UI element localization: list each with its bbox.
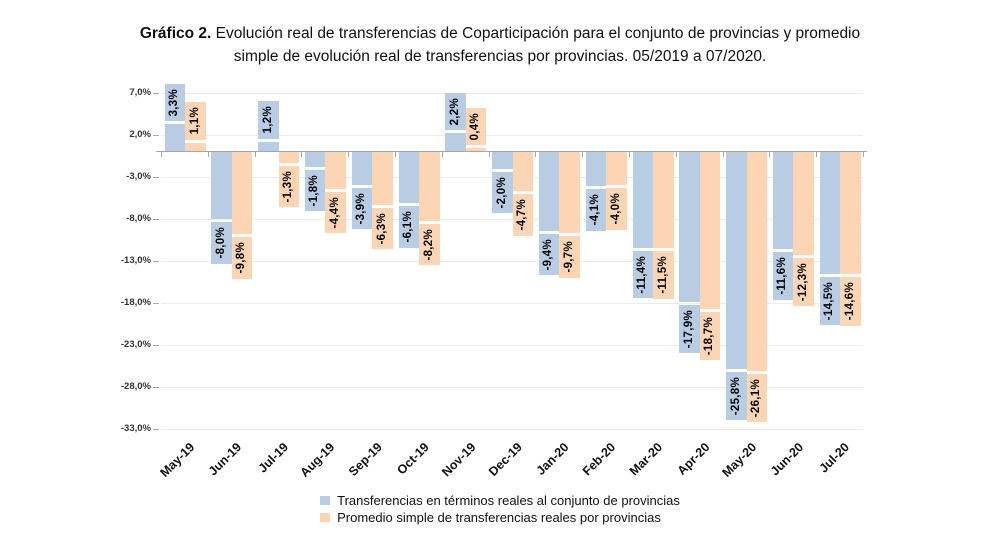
gridline	[161, 93, 863, 94]
bar-conjunto-Mar-20	[633, 152, 654, 248]
bar-conjunto-Dec-19	[492, 152, 513, 169]
x-axis-tick	[863, 152, 864, 157]
x-axis-tick	[208, 152, 209, 157]
bar-label-conjunto-Oct-19	[399, 206, 420, 248]
bar-label-promedio-Feb-20	[606, 188, 627, 230]
bar-label-conjunto-Feb-20	[586, 189, 607, 231]
x-axis-tick	[348, 152, 349, 157]
y-axis-tick-label: -3,0%	[126, 171, 151, 182]
bar-promedio-May-20	[747, 152, 768, 371]
bar-label-conjunto-Mar-20	[633, 251, 654, 299]
y-axis-tick	[153, 429, 159, 430]
x-axis-label-Aug-19: Aug-19	[297, 440, 338, 480]
bar-label-conjunto-Jul-19	[258, 101, 279, 138]
bar-label-promedio-Aug-19	[325, 192, 346, 234]
bar-label-text: -26,1%	[750, 379, 763, 418]
bar-label-conjunto-Sep-19	[352, 188, 373, 230]
x-axis-tick	[629, 152, 630, 157]
bar-label-text: -1,8%	[308, 174, 321, 207]
x-axis-tick	[395, 152, 396, 157]
bar-promedio-Sep-19	[372, 152, 393, 205]
legend-item-conjunto	[320, 492, 680, 509]
bar-label-text: -2,0%	[495, 176, 508, 209]
bar-promedio-Aug-19	[325, 152, 346, 189]
bar-label-promedio-Jul-19	[279, 166, 300, 208]
x-axis-tick	[582, 152, 583, 157]
x-axis-tick	[723, 152, 724, 157]
bar-conjunto-Jan-20	[539, 152, 560, 231]
bar-label-text: -17,9%	[682, 310, 695, 349]
x-axis-tick	[442, 152, 443, 157]
bar-label-text: -4,0%	[609, 193, 622, 225]
bar-promedio-Feb-20	[606, 152, 627, 186]
bar-label-text: -9,8%	[235, 242, 248, 274]
bar-label-text: -12,3%	[796, 263, 809, 302]
bar-promedio-Jul-20	[840, 152, 861, 275]
x-axis-label-Feb-20: Feb-20	[580, 440, 619, 479]
bar-label-promedio-Mar-20	[653, 251, 674, 299]
x-axis-label-May-19: May-19	[157, 440, 198, 480]
y-axis-tick-label: -8,0%	[126, 213, 151, 224]
bar-conjunto-May-19	[165, 124, 186, 152]
bar-promedio-Jun-20	[793, 152, 814, 255]
bar-conjunto-Apr-20	[679, 152, 700, 302]
x-axis-tick	[301, 152, 302, 157]
y-axis-tick	[153, 303, 159, 304]
y-axis-tick-label: -23,0%	[120, 339, 151, 350]
bar-label-text: 1,1%	[188, 107, 201, 135]
bar-label-promedio-Jun-19	[232, 237, 253, 279]
bar-label-promedio-Jul-20	[840, 277, 861, 325]
y-axis-tick-label: -13,0%	[120, 255, 151, 266]
legend-item-promedio	[320, 509, 680, 526]
y-axis-tick-label: 7,0%	[129, 87, 151, 98]
bar-label-promedio-Jan-20	[559, 236, 580, 278]
y-axis-tick	[153, 219, 159, 220]
bar-label-promedio-Sep-19	[372, 208, 393, 250]
y-axis-tick	[153, 261, 159, 262]
bar-label-text: -14,6%	[843, 282, 856, 321]
legend-swatch-conjunto-icon	[320, 496, 330, 505]
bar-label-text: -18,7%	[703, 316, 716, 356]
x-axis-tick	[535, 152, 536, 157]
bar-conjunto-Oct-19	[399, 152, 420, 203]
bar-label-text: -9,7%	[562, 241, 575, 273]
bar-promedio-Jul-19	[279, 152, 300, 163]
y-axis-tick-label: -28,0%	[120, 381, 151, 392]
bar-label-promedio-Jun-20	[793, 258, 814, 306]
x-axis-line	[156, 151, 867, 152]
bar-label-text: -4,4%	[328, 196, 341, 229]
x-axis-label-Jul-20: Jul-20	[817, 440, 853, 476]
bar-promedio-Apr-20	[700, 152, 721, 309]
gridline	[161, 429, 863, 430]
x-axis-label-Jul-19: Jul-19	[255, 440, 291, 476]
legend-label-conjunto: Transferencias en términos reales al conjunto de provincias	[337, 493, 680, 508]
bar-conjunto-Feb-20	[586, 152, 607, 186]
bar-label-conjunto-Apr-20	[679, 305, 700, 353]
x-axis-tick	[255, 152, 256, 157]
bar-promedio-Jan-20	[559, 152, 580, 233]
legend-box	[320, 492, 680, 526]
bar-label-text: -4,1%	[589, 194, 602, 226]
bar-label-promedio-May-20	[747, 374, 768, 422]
y-axis-tick-label: -33,0%	[120, 423, 151, 434]
bar-label-conjunto-Dec-19	[492, 172, 513, 214]
y-axis-tick	[153, 135, 159, 136]
bar-conjunto-Jun-19	[211, 152, 232, 219]
bar-label-conjunto-Jun-19	[211, 222, 232, 264]
bar-promedio-Mar-20	[653, 152, 674, 249]
bar-promedio-Dec-19	[513, 152, 534, 191]
bar-label-promedio-May-19	[185, 102, 206, 139]
bar-conjunto-Aug-19	[305, 152, 326, 167]
legend	[0, 492, 1000, 527]
bar-label-text: -6,3%	[375, 212, 388, 245]
x-axis-label-Jan-20: Jan-20	[533, 440, 572, 478]
bar-conjunto-Sep-19	[352, 152, 373, 185]
bar-label-text: 3,3%	[168, 88, 180, 117]
bar-label-conjunto-Jan-20	[539, 234, 560, 276]
x-axis-label-May-20: May-20	[719, 440, 759, 480]
bar-label-conjunto-Nov-19	[445, 93, 466, 130]
bar-label-text: -11,5%	[656, 256, 669, 294]
y-axis-tick	[153, 387, 159, 388]
bar-label-text: -9,4%	[542, 238, 555, 271]
x-axis-tick	[769, 152, 770, 157]
y-axis-tick	[153, 345, 159, 346]
x-axis-label-Mar-20: Mar-20	[626, 440, 666, 479]
bar-label-text: -25,8%	[729, 376, 742, 415]
x-axis-label-Nov-19: Nov-19	[438, 440, 479, 480]
x-axis-label-Jun-19: Jun-19	[205, 440, 245, 479]
y-axis-tick	[153, 177, 159, 178]
bar-conjunto-Jul-20	[820, 152, 841, 274]
bar-promedio-Oct-19	[419, 152, 440, 221]
bar-label-promedio-Apr-20	[700, 312, 721, 360]
bar-label-text: -3,9%	[355, 192, 368, 225]
bar-label-conjunto-Jun-20	[773, 252, 794, 300]
bar-label-text: -8,2%	[422, 228, 435, 261]
bar-promedio-Jun-19	[232, 152, 253, 234]
x-axis-label-Dec-19: Dec-19	[486, 440, 525, 479]
bar-label-conjunto-May-19	[165, 84, 186, 121]
x-axis-tick	[489, 152, 490, 157]
x-axis-tick	[676, 152, 677, 157]
bar-conjunto-Nov-19	[445, 133, 466, 151]
bar-label-text: -8,0%	[214, 227, 227, 259]
chart-title-line2: simple de evolución real de transferencias por provincias. 05/2019 a 07/2020.	[233, 48, 767, 65]
x-axis-label-Apr-20: Apr-20	[674, 440, 713, 478]
bar-conjunto-May-20	[726, 152, 747, 369]
bar-label-text: 2,2%	[448, 97, 461, 126]
x-axis-label-Jun-20: Jun-20	[767, 440, 806, 479]
bar-label-conjunto-Jul-20	[820, 277, 841, 325]
bar-label-text: -14,5%	[823, 281, 836, 320]
x-axis-tick	[816, 152, 817, 157]
bar-label-promedio-Dec-19	[513, 194, 534, 236]
bar-label-promedio-Oct-19	[419, 224, 440, 266]
y-axis-tick-label: 2,0%	[129, 129, 151, 140]
bar-label-text: -4,7%	[516, 199, 529, 231]
chart-title-prefix: Gráfico 2.	[139, 25, 212, 42]
bar-label-text: -1,3%	[282, 170, 295, 203]
y-axis-tick	[153, 93, 159, 94]
bar-label-conjunto-Aug-19	[305, 170, 326, 212]
bar-label-text: -11,6%	[776, 257, 789, 295]
bar-conjunto-Jun-20	[773, 152, 794, 249]
y-axis-tick-label: -18,0%	[120, 297, 151, 308]
bar-label-conjunto-May-20	[726, 372, 747, 420]
bar-label-promedio-Nov-19	[466, 108, 487, 145]
bar-label-text: -11,4%	[636, 255, 648, 294]
x-axis-label-Oct-19: Oct-19	[393, 440, 432, 478]
bar-label-text: 0,4%	[469, 113, 482, 141]
x-axis-tick	[161, 152, 162, 157]
legend-label-promedio: Promedio simple de transferencias reales por provincias	[337, 510, 661, 525]
bar-label-text: -6,1%	[402, 211, 414, 243]
bar-label-text: 1,2%	[261, 106, 274, 134]
chart-title-line1-rest: Evolución real de transferencias de Coparticipación para el conjunto de provincias y promedio	[211, 25, 861, 42]
x-axis-label-Sep-19: Sep-19	[345, 440, 385, 479]
legend-swatch-promedio-icon	[320, 513, 330, 522]
